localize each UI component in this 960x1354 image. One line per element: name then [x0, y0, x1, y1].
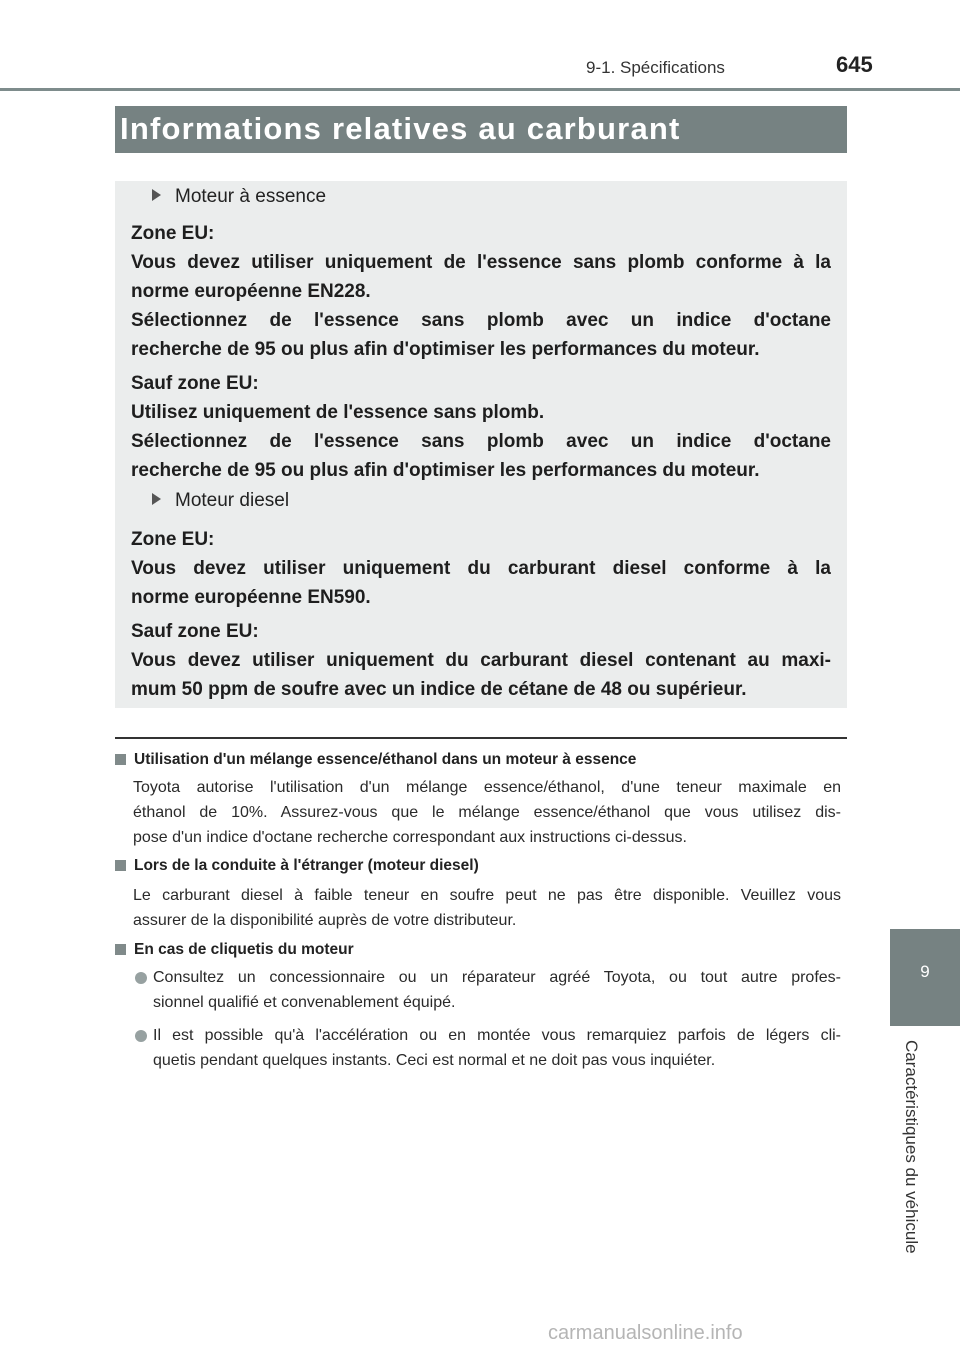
diesel-non-eu-line: mum 50 ppm de soufre avec un indice de cétane de 48 ou supérieur. [131, 679, 747, 700]
diesel-eu-line: norme européenne EN590. [131, 587, 371, 608]
bullet-line: Il est possible qu'à l'accélération ou en montée vous remarquiez parfois de légers cli- [153, 1027, 841, 1044]
petrol-eu-line: Vous devez utiliser uniquement de l'essence sans plomb conforme à la [131, 252, 831, 273]
page-title: Informations relatives au carburant [120, 111, 681, 146]
square-bullet-icon [115, 754, 126, 765]
chapter-side-label: Caractéristiques du véhicule [902, 1040, 921, 1254]
petrol-non-eu-line: recherche de 95 ou plus afin d'optimiser les performances du moteur. [131, 460, 760, 481]
note-line: pose d'un indice d'octane recherche correspondant aux instructions ci-dessus. [133, 829, 687, 846]
section-divider [115, 737, 847, 739]
note-heading-text: Lors de la conduite à l'étranger (moteur diesel) [134, 857, 479, 874]
note-heading-ethanol [115, 751, 636, 769]
bullet-line: Consultez un concessionnaire ou un réparateur agréé Toyota, ou tout autre profes- [153, 969, 841, 986]
diesel-non-eu-label: Sauf zone EU: [131, 621, 259, 642]
round-bullet-icon [135, 1030, 147, 1042]
petrol-non-eu-label: Sauf zone EU: [131, 373, 259, 394]
petrol-engine-heading-text: Moteur à essence [175, 186, 327, 207]
diesel-engine-heading [152, 490, 289, 512]
petrol-eu-line: Sélectionnez de l'essence sans plomb avec un indice d'octane [131, 310, 831, 331]
square-bullet-icon [115, 944, 126, 955]
note-line: Le carburant diesel à faible teneur en soufre peut ne pas être disponible. Veuillez vous [133, 887, 841, 904]
petrol-non-eu-line: Utilisez uniquement de l'essence sans plomb. [131, 402, 545, 423]
petrol-engine-heading [152, 186, 326, 208]
square-bullet-icon [115, 860, 126, 871]
note-body-abroad [133, 883, 841, 933]
petrol-eu-line: recherche de 95 ou plus afin d'optimiser les performances du moteur. [131, 339, 760, 360]
petrol-non-eu-paragraph [131, 369, 831, 485]
petrol-eu-line: norme européenne EN228. [131, 281, 371, 302]
note-heading-text: En cas de cliquetis du moteur [134, 941, 354, 958]
bullet-line: sionnel qualifié et convenablement équipé. [153, 994, 456, 1011]
note-line: éthanol de 10%. Assurez-vous que le mélange essence/éthanol que vous utilisez dis- [133, 804, 841, 821]
petrol-eu-paragraph [131, 219, 831, 364]
diesel-non-eu-line: Vous devez utiliser uniquement du carburant diesel contenant au maxi- [131, 650, 831, 671]
running-header-section: 9-1. Spécifications [586, 58, 725, 77]
note-heading-abroad [115, 857, 479, 875]
petrol-eu-label: Zone EU: [131, 223, 215, 244]
bullet-line: quetis pendant quelques instants. Ceci est normal et ne doit pas vous inquiéter. [153, 1052, 716, 1069]
triangle-bullet-icon [152, 189, 161, 201]
diesel-eu-paragraph [131, 525, 831, 612]
round-bullet-icon [135, 972, 147, 984]
chapter-tab-number: 9 [920, 962, 930, 981]
knocking-bullet-2 [153, 1023, 841, 1073]
page-number: 645 [836, 52, 873, 77]
triangle-bullet-icon [152, 493, 161, 505]
note-line: Toyota autorise l'utilisation d'un mélange essence/éthanol, d'une teneur maximale en [133, 779, 841, 796]
knocking-bullet-1 [153, 965, 841, 1015]
petrol-non-eu-line: Sélectionnez de l'essence sans plomb avec un indice d'octane [131, 431, 831, 452]
note-heading-text: Utilisation d'un mélange essence/éthanol dans un moteur à essence [134, 751, 637, 768]
header-rule [0, 88, 960, 91]
watermark: carmanualsonline.info [548, 1322, 743, 1344]
diesel-eu-label: Zone EU: [131, 529, 215, 550]
diesel-engine-heading-text: Moteur diesel [175, 490, 290, 511]
note-heading-knocking [115, 941, 354, 959]
diesel-eu-line: Vous devez utiliser uniquement du carburant diesel conforme à la [131, 558, 831, 579]
diesel-non-eu-paragraph [131, 617, 831, 704]
note-body-ethanol [133, 775, 841, 850]
note-line: assurer de la disponibilité auprès de votre distributeur. [133, 912, 517, 929]
